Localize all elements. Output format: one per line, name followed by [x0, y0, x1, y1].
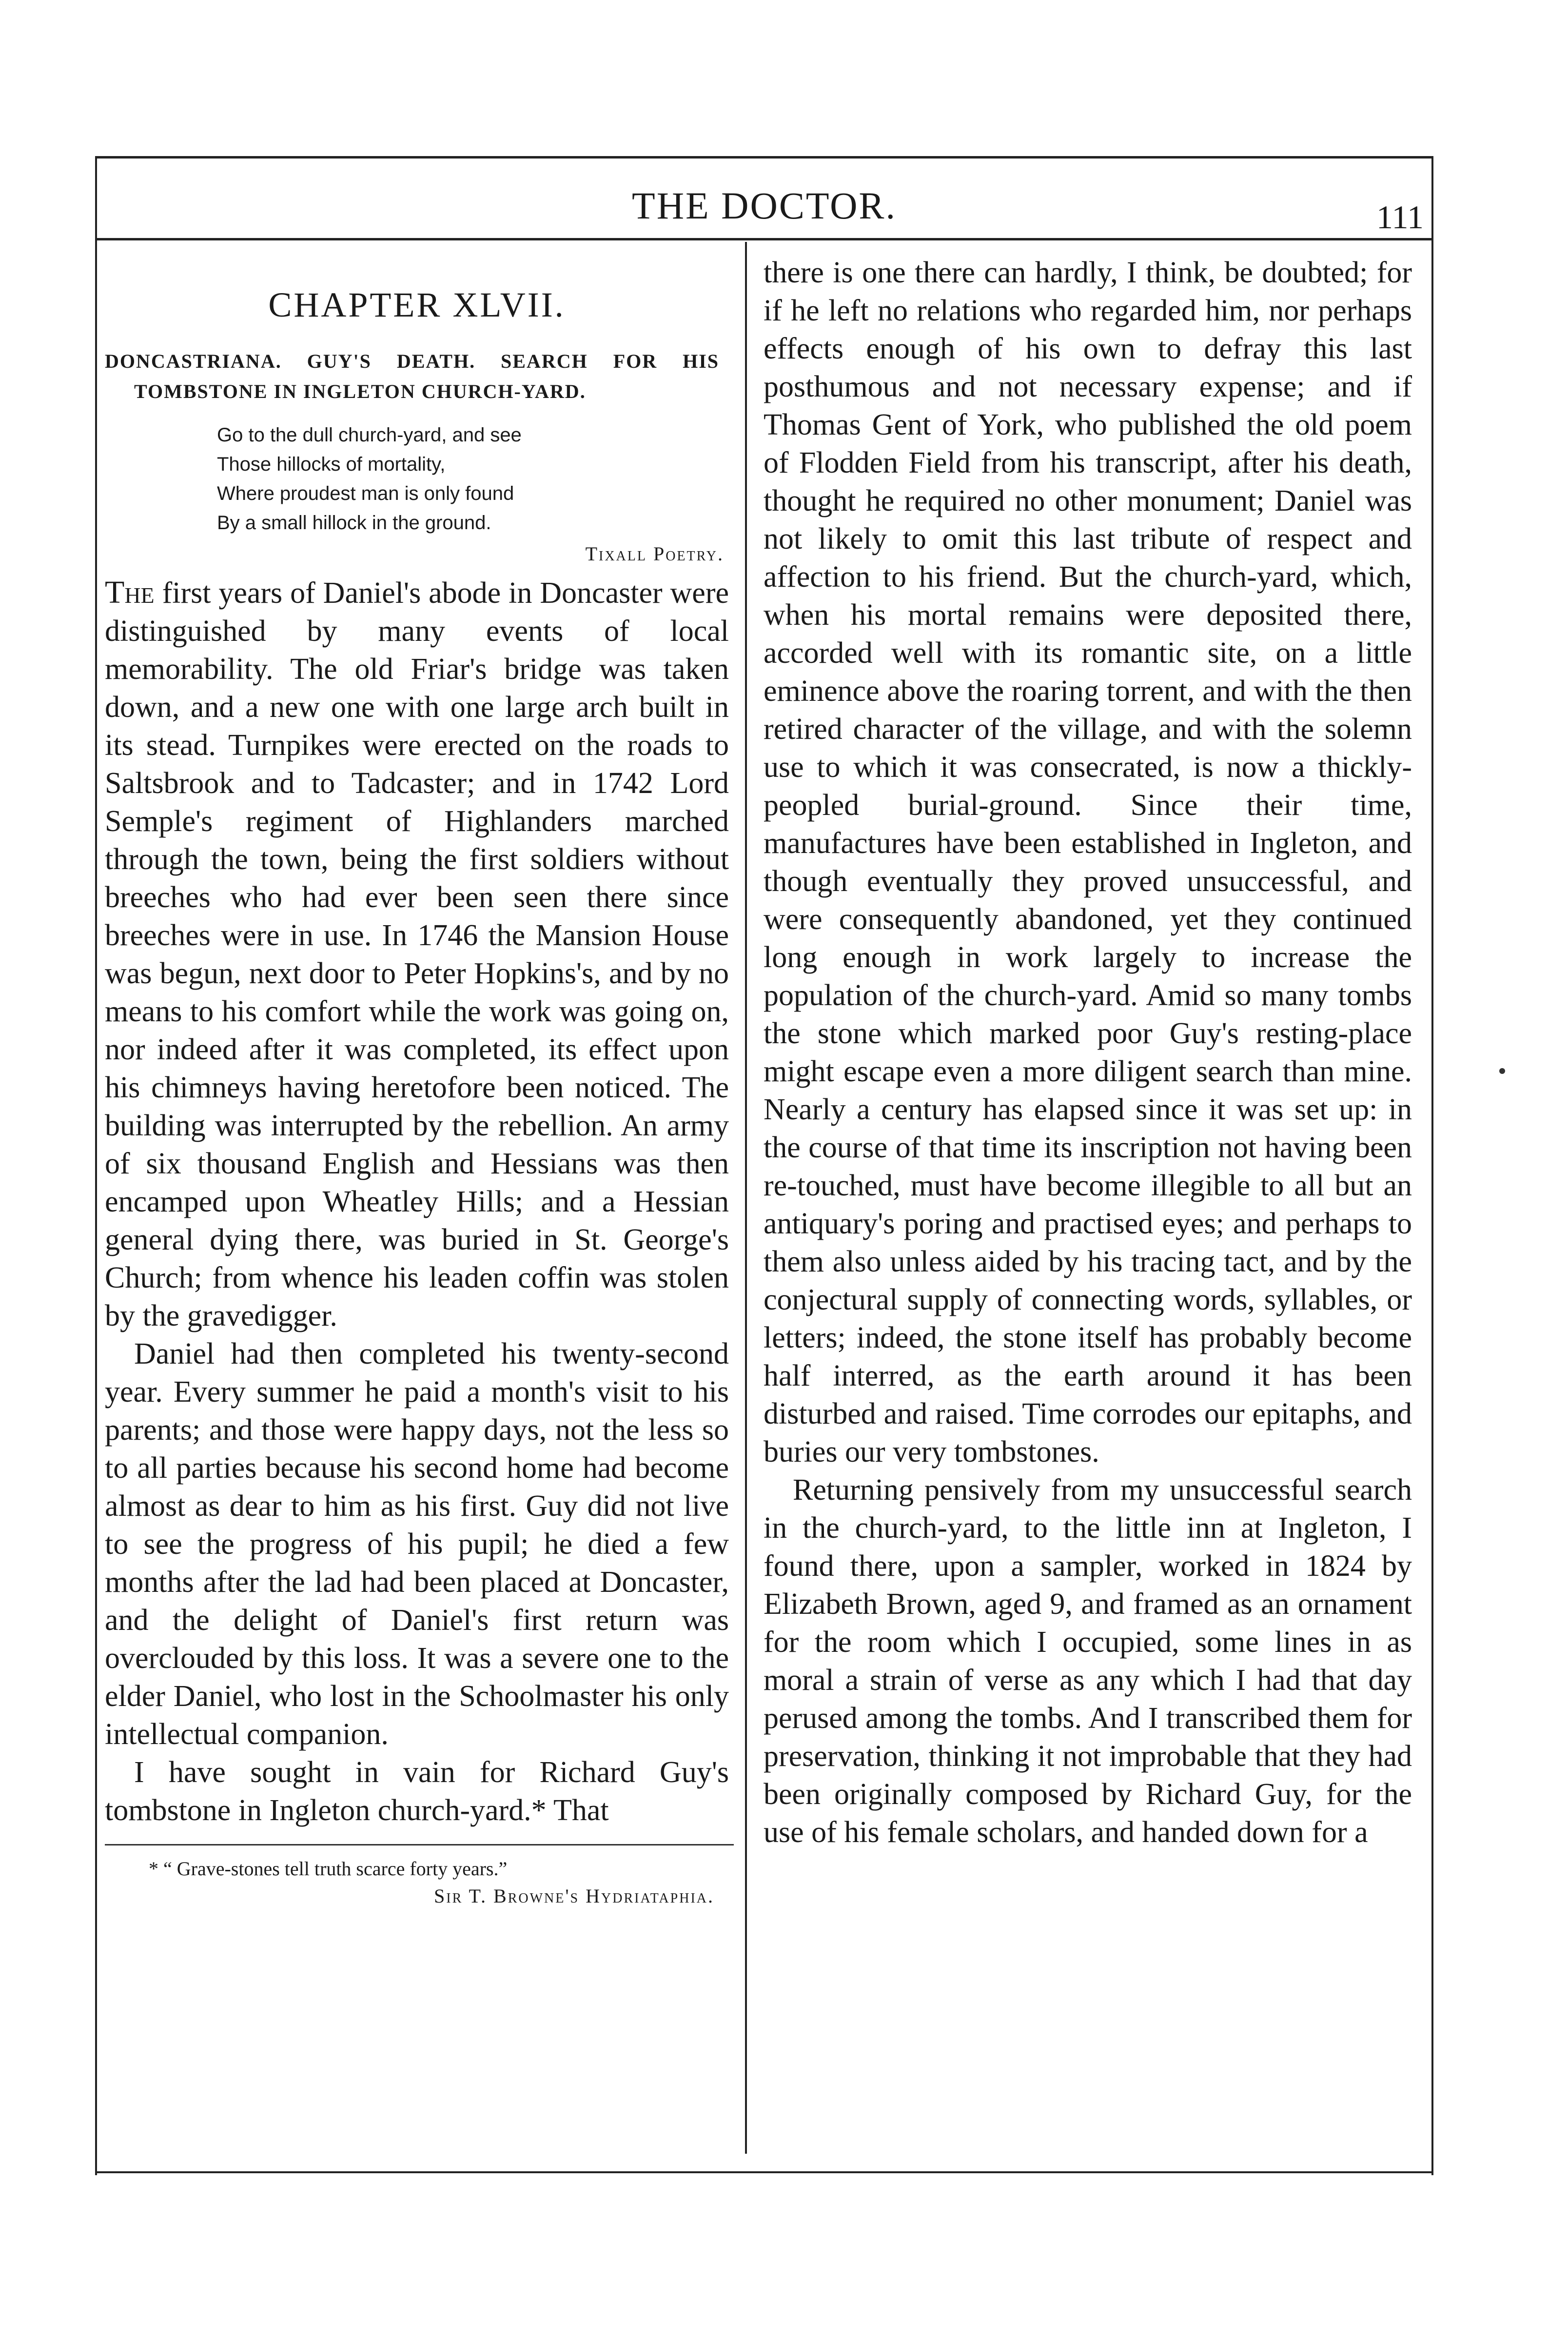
body-paragraph: I have sought in vain for Richard Guy's tombstone in Ingleton church-yard.* That — [105, 1756, 729, 1827]
body-paragraph — [105, 574, 729, 1335]
chapter-title: CHAPTER XLVII. — [268, 285, 566, 324]
bottom-rule — [95, 2171, 1433, 2173]
right-column — [764, 254, 1412, 1851]
epigraph-line: Those hillocks of mortality, — [217, 454, 446, 475]
epigraph — [217, 420, 729, 537]
chapter-summary: DONCASTRIANA. GUY'S DEATH. SEARCH FOR HIS TOMBSTONE IN INGLETON CHURCH-YARD. — [105, 350, 719, 402]
footnote-rule — [105, 1844, 734, 1845]
body-paragraph: Daniel had then completed his twenty-second year. Every summer he paid a month's visit to his parents; and those were happy days, not the less so to all parties because his second home had become almost as dear to him as his first. Guy did not live to see the progress of his pupil; he died a few months after the lad had been placed at Doncaster, and the delight of Daniel's first return was overclouded by this loss. It was a severe one to the elder Daniel, who lost in the Schoolmaster his only intellectual companion. — [105, 1337, 729, 1751]
footnote-source: Sir T. Browne's Hydriataphia. — [434, 1885, 714, 1907]
footnote-text: * “ Grave-stones tell truth scarce forty years.” — [149, 1858, 508, 1880]
body-paragraph: Returning pensively from my unsuccessful search in the church-yard, to the little inn at Ingleton, I found there, upon a sampler, worked in 1824 by Elizabeth Brown, aged 9, and framed as an ornament for the room which I occupied, some lines in as moral a strain of verse as any which I had that day perused among the tombs. And I transcribed them for preservation, thinking it not improbable that they had been originally composed by Richard Guy, for the use of his female scholars, and handed down for a — [764, 1473, 1412, 1849]
epigraph-line: Where proudest man is only found — [217, 483, 514, 504]
epigraph-line: By a small hillock in the ground. — [217, 512, 491, 534]
page-number: 111 — [1376, 198, 1424, 236]
left-column — [105, 254, 729, 1910]
paragraph-text: first years of Daniel's abode in Doncaster were distinguished by many events of local memorability. The old Friar's bridge was taken down, and a new one with one large arch built in its stead. Turnpikes were erected on the roads to Saltsbrook and to Tadcaster; and in 1742 Lord Semple's regiment of Highlanders marched through the town, being the first soldiers without breeches who had ever been seen there since breeches were in use. In 1746 the Mansion House was begun, next door to Peter Hopkins's, and by no means to his comfort while the work was going on, nor indeed after it was completed, its effect upon his chimneys having heretofore been noticed. The building was interrupted by the rebellion. An army of six thousand English and Hessians was then encamped upon Wheatley Hills; and a Hessian general dying there, was buried in St. George's Church; from whence his leaden coffin was stolen by the gravedigger. — [105, 576, 729, 1332]
body-paragraph: there is one there can hardly, I think, be doubted; for if he left no relations who regarded him, nor perhaps effects enough of his own to defray this last posthumous and not necessary expense; and if Thomas Gent of York, who published the old poem of Flodden Field from his transcript, after his death, thought he required no other monument; Daniel was not likely to omit this last tribute of respect and affection to his friend. But the church-yard, which, when his mortal remains were deposited there, accorded well with its romantic site, on a little eminence above the roaring torrent, and with the then retired character of the village, and with the solemn use to which it was consecrated, is now a thickly-peopled burial-ground. Since their time, manufactures have been established in Ingleton, and though eventually they proved unsuccessful, and were consequently abandoned, yet they continued long enough in work largely to increase the population of the church-yard. Amid so many tombs the stone which marked poor Guy's resting-place might escape even a more diligent search than mine. Nearly a century has elapsed since it was set up: in the course of that time its inscription not having been re-touched, must have become illegible to all but an antiquary's poring and practised eyes; and perhaps to them also unless aided by his tracing tact, and by the conjectural supply of connecting words, syllables, or letters; indeed, the stone itself has probably become half interred, as the earth around it has been disturbed and raised. Time corrodes our epitaphs, and buries our very tombstones. — [764, 256, 1412, 1468]
ink-spot — [1499, 1068, 1505, 1074]
column-divider — [745, 242, 747, 2154]
epigraph-line: Go to the dull church-yard, and see — [217, 424, 522, 446]
running-head: THE DOCTOR. — [632, 184, 897, 227]
lead-word: The — [105, 575, 155, 610]
epigraph-source: Tixall Poetry. — [585, 543, 724, 565]
header-rule — [95, 238, 1433, 240]
